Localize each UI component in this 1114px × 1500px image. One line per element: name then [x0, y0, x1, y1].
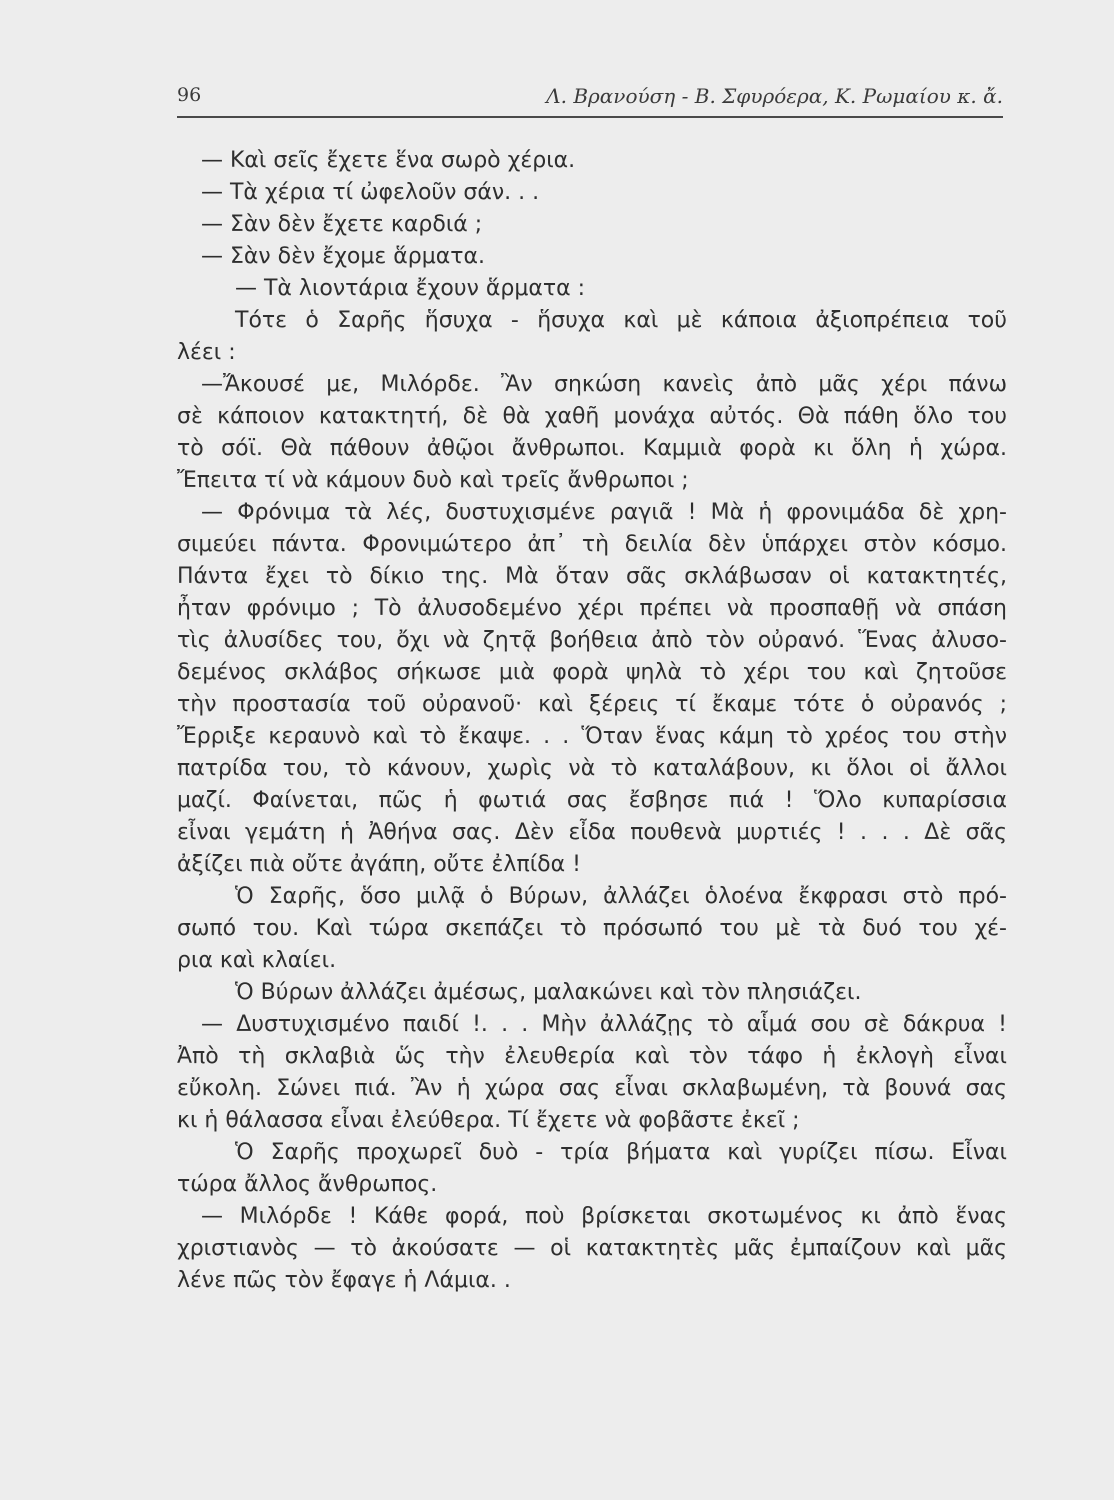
text-line: σὲ κάποιον κατακτητή, δὲ θὰ χαθῆ μονάχα αὐτός. Θὰ πάθη ὅλο του — [177, 404, 1007, 429]
text-line: Πάντα ἔχει τὸ δίκιο της. Μὰ ὅταν σᾶς σκλάβωσαν οἱ κατακτητές, — [177, 564, 1007, 589]
text-line: — Φρόνιμα τὰ λές, δυστυχισμένε ραγιᾶ ! Μὰ ἡ φρονιμάδα δὲ χρη- — [201, 500, 1007, 525]
text-line: σωπό του. Καὶ τώρα σκεπάζει τὸ πρόσωπό του μὲ τὰ δυό του χέ- — [177, 916, 1007, 941]
text-line: χριστιανὸς — τὸ ἀκούσατε — οἱ κατακτητὲς μᾶς ἐμπαίζουν καὶ μᾶς — [177, 1236, 1007, 1261]
text-line: — Σὰν δὲν ἔχετε καρδιά ; — [201, 212, 483, 237]
text-line: Ὁ Βύρων ἀλλάζει ἀμέσως, μαλακώνει καὶ τὸν πλησιάζει. — [235, 980, 862, 1005]
running-head: Λ. Βρανούση - Β. Σφυρόερα, Κ. Ρωμαίου κ. ἄ. — [546, 84, 1003, 108]
text-line: πατρίδα του, τὸ κάνουν, χωρὶς νὰ τὸ καταλάβουν, κι ὅλοι οἱ ἄλλοι — [177, 756, 1007, 781]
text-line: λένε πῶς τὸν ἔφαγε ἡ Λάμια. . — [177, 1268, 511, 1293]
text-line: εἶναι γεμάτη ἡ Ἀθήνα σας. Δὲν εἶδα πουθενὰ μυρτιές ! . . . Δὲ σᾶς — [177, 820, 1007, 845]
text-line: Ἔρριξε κεραυνὸ καὶ τὸ ἔκαψε. . . Ὅταν ἕνας κάμη τὸ χρέος του στὴν — [177, 724, 1007, 749]
page-number: 96 — [177, 84, 202, 106]
text-line: — Μιλόρδε ! Κάθε φορά, ποὺ βρίσκεται σκοτωμένος κι ἀπὸ ἕνας — [201, 1204, 1007, 1229]
text-line: —Ἄκουσέ με, Μιλόρδε. Ἂν σηκώση κανεὶς ἀπὸ μᾶς χέρι πάνω — [201, 372, 1007, 397]
text-line: τὸ σόϊ. Θὰ πάθουν ἀθῷοι ἄνθρωποι. Καμμιὰ φορὰ κι ὅλη ἡ χώρα. — [177, 436, 1007, 461]
text-line: Τότε ὁ Σαρῆς ἥσυχα - ἥσυχα καὶ μὲ κάποια ἀξιοπρέπεια τοῦ — [235, 308, 1007, 333]
text-line: Ἔπειτα τί νὰ κάμουν δυὸ καὶ τρεῖς ἄνθρωποι ; — [177, 468, 689, 493]
text-line: ρια καὶ κλαίει. — [177, 948, 337, 973]
text-line: — Σὰν δὲν ἔχομε ἅρματα. — [201, 244, 485, 269]
text-line: μαζί. Φαίνεται, πῶς ἡ φωτιά σας ἔσβησε πιά ! Ὅλο κυπαρίσσια — [177, 788, 1007, 813]
text-line: εὔκολη. Σώνει πιά. Ἂν ἡ χώρα σας εἶναι σκλαβωμένη, τὰ βουνά σας — [177, 1076, 1007, 1101]
page-header — [177, 80, 1003, 118]
text-line: τὶς ἀλυσίδες του, ὄχι νὰ ζητᾷ βοήθεια ἀπὸ τὸν οὐρανό. Ἕνας ἀλυσο- — [177, 628, 1007, 653]
text-line: τώρα ἄλλος ἄνθρωπος. — [177, 1172, 438, 1197]
text-line: — Τὰ χέρια τί ὠφελοῦν σάν. . . — [201, 180, 540, 205]
text-line: Ἀπὸ τὴ σκλαβιὰ ὥς τὴν ἐλευθερία καὶ τὸν τάφο ἡ ἐκλογὴ εἶναι — [177, 1044, 1007, 1069]
text-line: Ὁ Σαρῆς, ὅσο μιλᾷ ὁ Βύρων, ἀλλάζει ὁλοένα ἔκφρασι στὸ πρό- — [235, 884, 1007, 909]
text-line: σιμεύει πάντα. Φρονιμώτερο ἀπ᾽ τὴ δειλία δὲν ὑπάρχει στὸν κόσμο. — [177, 532, 1007, 557]
text-line: — Τὰ λιοντάρια ἔχουν ἅρματα : — [235, 276, 585, 301]
text-line: — Καὶ σεῖς ἔχετε ἕνα σωρὸ χέρια. — [201, 148, 576, 173]
text-line: τὴν προστασία τοῦ οὐρανοῦ· καὶ ξέρεις τί ἔκαμε τότε ὁ οὐρανός ; — [177, 692, 1007, 717]
text-line: λέει : — [177, 340, 236, 365]
text-line: δεμένος σκλάβος σήκωσε μιὰ φορὰ ψηλὰ τὸ χέρι του καὶ ζητοῦσε — [177, 660, 1007, 685]
text-line: Ὁ Σαρῆς προχωρεῖ δυὸ - τρία βήματα καὶ γυρίζει πίσω. Εἶναι — [235, 1140, 1007, 1165]
text-line: ἀξίζει πιὰ οὔτε ἀγάπη, οὔτε ἐλπίδα ! — [177, 852, 581, 877]
text-line: κι ἡ θάλασσα εἶναι ἐλεύθερα. Τί ἔχετε νὰ φοβᾶστε ἐκεῖ ; — [177, 1108, 800, 1133]
text-line: ἦταν φρόνιμο ; Τὸ ἀλυσοδεμένο χέρι πρέπει νὰ προσπαθῇ νὰ σπάση — [177, 596, 1007, 621]
body-text — [177, 145, 1007, 1297]
text-line: — Δυστυχισμένο παιδί !. . . Μὴν ἀλλάζῃς τὸ αἷμά σου σὲ δάκρυα ! — [201, 1012, 1007, 1037]
